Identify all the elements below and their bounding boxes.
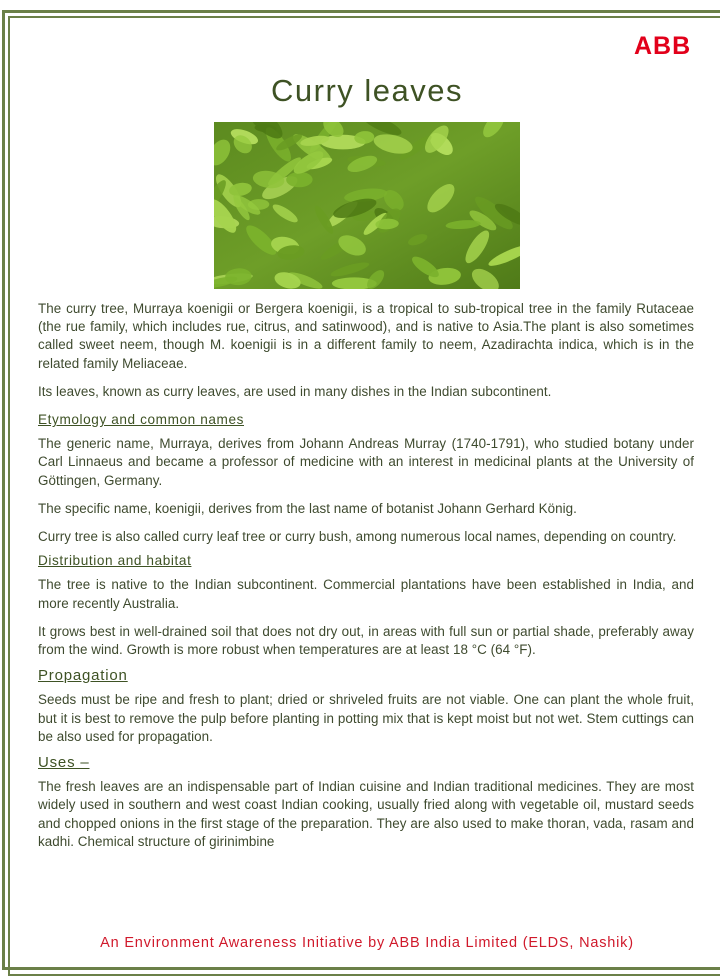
- abb-logo: ABB: [634, 32, 692, 60]
- propagation-paragraph-1: Seeds must be ripe and fresh to plant; dried or shriveled fruits are not viable. One can plant the whole fruit, but it is best to remove the pulp before planting in potting mix that is kept moist but not wet. Stem cuttings can be also used for propagation.: [38, 692, 694, 744]
- uses-paragraph-1: The fresh leaves are an indispensable part of Indian cuisine and Indian traditional medicines. They are most widely used in southern and west coast Indian cooking, usually fried along with vegetable oil, mustard seeds and chopped onions in the first stage of the preparation. They are also used to make thoran, vada, rasam and kadhi. Chemical structure of girinimbine: [38, 779, 694, 849]
- curry-leaves-photo: [214, 122, 520, 289]
- etymology-paragraph-2: The specific name, koenigii, derives from the last name of botanist Johann Gerhard König.: [38, 500, 577, 516]
- uses-heading: Uses –: [38, 754, 90, 772]
- distribution-heading: Distribution and habitat: [38, 553, 192, 569]
- distribution-paragraph-1: The tree is native to the Indian subcontinent. Commercial plantations have been established in India, and more recently Australia.: [38, 577, 694, 611]
- etymology-paragraph-1: The generic name, Murraya, derives from Johann Andreas Murray (1740-1791), who studied botany under Carl Linnaeus and became a professor of medicine with an interest in medicinal plants at the University of Göttingen, Germany.: [38, 436, 694, 488]
- intro-paragraph-2: Its leaves, known as curry leaves, are used in many dishes in the Indian subcontinent.: [38, 383, 552, 399]
- etymology-paragraph-3: Curry tree is also called curry leaf tree or curry bush, among numerous local names, depending on country.: [38, 529, 677, 545]
- page-title: Curry leaves: [271, 73, 463, 108]
- article-body: [38, 300, 694, 861]
- distribution-paragraph-2: It grows best in well-drained soil that does not dry out, in areas with full sun or partial shade, preferably away from the wind. Growth is more robust when temperatures are at least 18 °C (64 °F).: [38, 623, 694, 658]
- intro-paragraph-1: The curry tree, Murraya koenigii or Bergera koenigii, is a tropical to sub-tropical tree in the family Rutaceae (the rue family, which includes rue, citrus, and satinwood), and is native to Asia.The plant is also sometimes called sweet neem, though M. koenigii is in a different family to neem, Azadirachta indica, which is in the related family Meliaceae.: [38, 301, 694, 371]
- propagation-heading: Propagation: [38, 667, 128, 685]
- footer-initiative-text: An Environment Awareness Initiative by ABB India Limited (ELDS, Nashik): [100, 935, 634, 951]
- etymology-heading: Etymology and common names: [38, 412, 244, 428]
